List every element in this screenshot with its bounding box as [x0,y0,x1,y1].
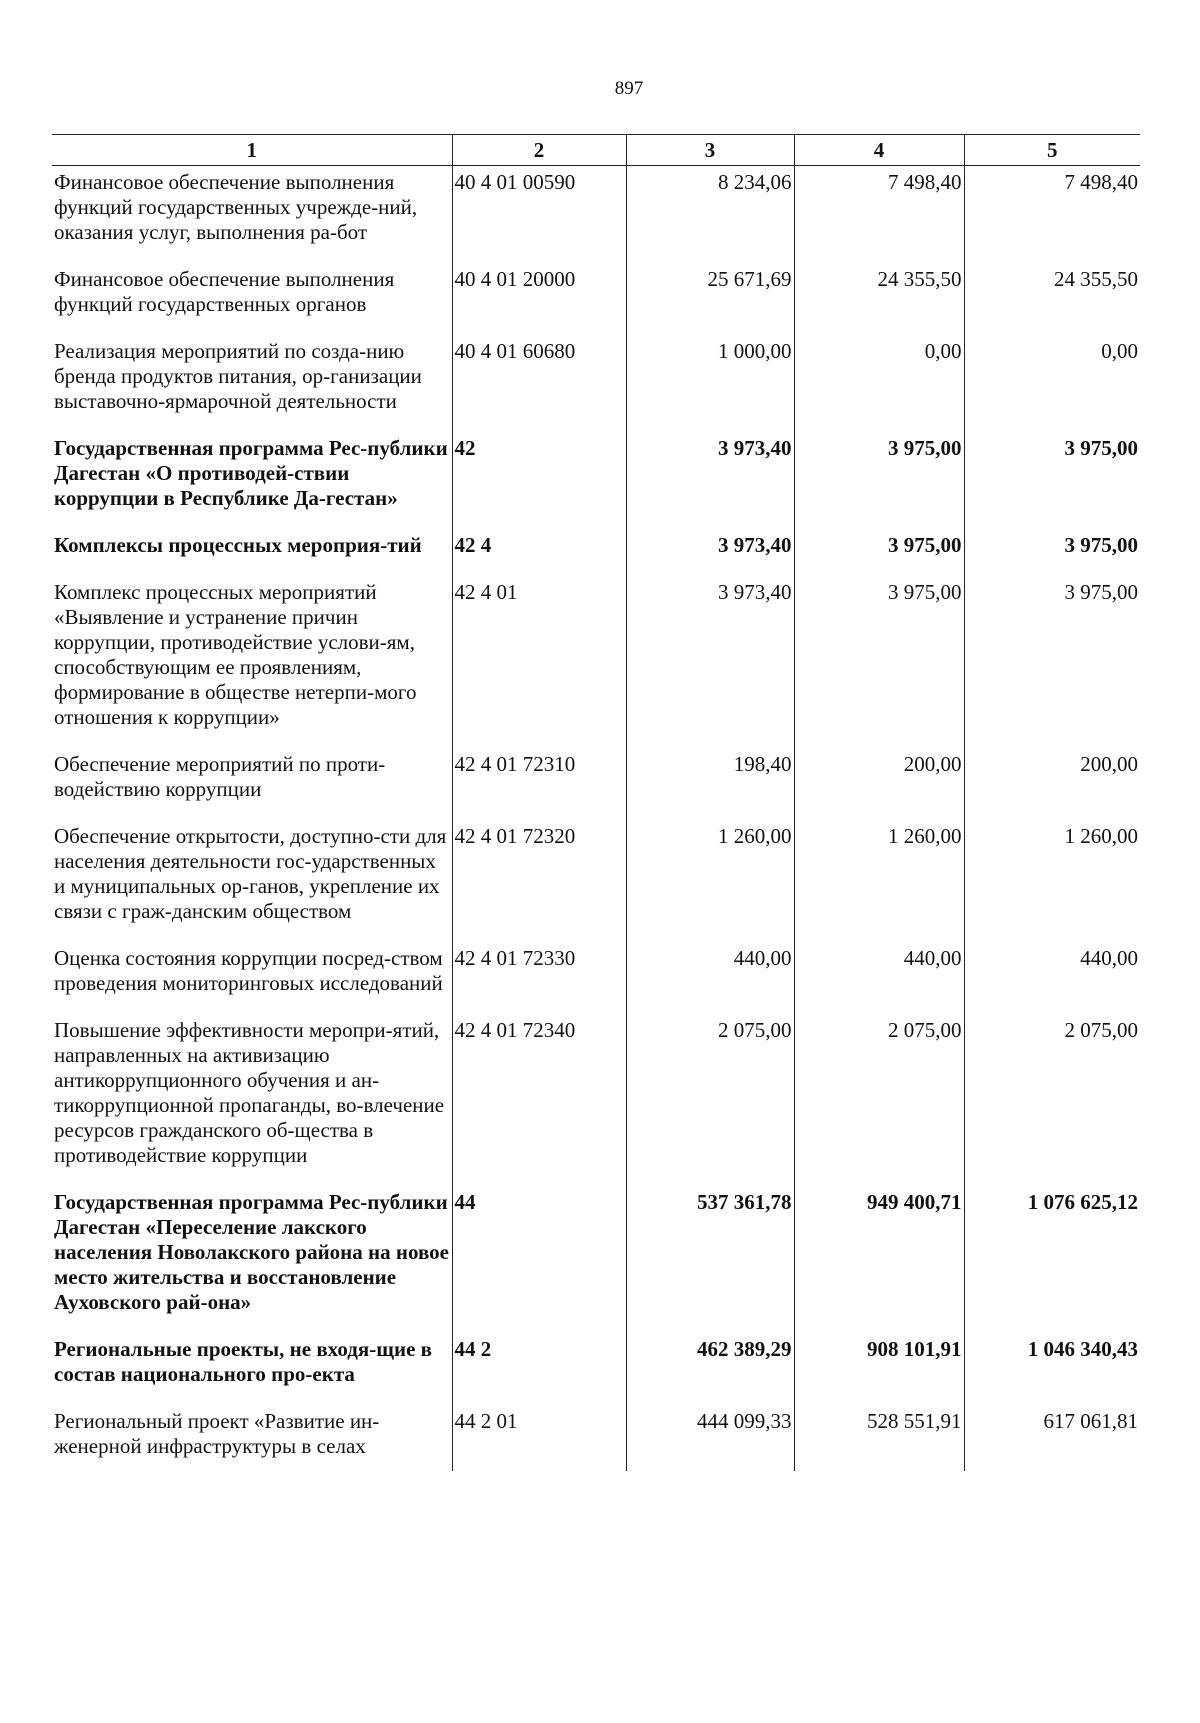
row-code-cell: 42 4 01 72310 [452,748,626,820]
row-name-cell: Повышение эффективности меропри-ятий, направленных на активизацию антикоррупционного обучения и ан-тикоррупционной пропаганды, во-влечение ресурсов гражданского об-щества в противодействие коррупции [54,1018,445,1167]
table-row [52,529,1140,576]
row-value-col3: 3 973,40 [626,576,794,748]
row-value-col5: 440,00 [964,942,1140,1014]
row-code-cell: 44 2 [452,1333,626,1405]
row-value-col3: 462 389,29 [626,1333,794,1405]
table-row [52,335,1140,432]
table-row [52,1186,1140,1333]
row-code-cell: 40 4 01 60680 [452,335,626,432]
row-value-col3: 3 973,40 [626,529,794,576]
row-code-cell: 40 4 01 00590 [452,166,626,264]
table-row [52,748,1140,820]
page-number: 897 [614,78,644,99]
row-code-cell: 40 4 01 20000 [452,263,626,335]
row-value-col4: 949 400,71 [794,1186,964,1333]
row-name-cell: Региональные проекты, не входя-щие в состав национального про-екта [54,1337,432,1386]
row-code-cell: 42 4 [452,529,626,576]
row-name-cell: Финансовое обеспечение выполнения функций государственных органов [54,267,395,316]
row-value-col5: 1 260,00 [964,820,1140,942]
row-name-cell: Финансовое обеспечение выполнения функций государственных учрежде-ний, оказания услуг, выполнения ра-бот [54,170,418,244]
row-name-cell: Региональный проект «Развитие ин-женерной инфраструктуры в селах [54,1409,380,1458]
row-name-cell: Государственная программа Рес-публики Дагестан «Переселение лакского населения Новолакского района на новое место жительства и восстановление Ауховского рай-она» [54,1190,449,1314]
row-value-col3: 1 000,00 [626,335,794,432]
row-name-cell: Комплекс процессных мероприятий «Выявление и устранение причин коррупции, противодействие услови-ям, способствующим ее проявлениям, формирование в обществе нетерпи-мого отношения к коррупции» [54,580,417,729]
row-value-col5: 7 498,40 [964,166,1140,264]
row-value-col5: 1 076 625,12 [964,1186,1140,1333]
row-code-cell: 42 4 01 72340 [452,1014,626,1186]
row-name-cell: Обеспечение открытости, доступно-сти для населения деятельности гос-ударственных и муниципальных ор-ганов, укрепление их связи с граж-данским обществом [54,824,447,923]
row-value-col5: 3 975,00 [964,432,1140,529]
row-value-col5: 617 061,81 [964,1405,1140,1471]
table-row [52,1405,1140,1471]
row-name-cell: Государственная программа Рес-публики Дагестан «О противодей-ствии коррупции в Республике Да-гестан» [54,436,448,510]
column-header-2: 2 [452,135,626,166]
column-header-1: 1 [52,135,452,166]
row-value-col3: 1 260,00 [626,820,794,942]
row-value-col4: 3 975,00 [794,432,964,529]
table-row [52,166,1140,264]
row-value-col5: 24 355,50 [964,263,1140,335]
row-value-col4: 440,00 [794,942,964,1014]
row-value-col5: 2 075,00 [964,1014,1140,1186]
table-row [52,576,1140,748]
column-header-3: 3 [626,135,794,166]
row-value-col5: 3 975,00 [964,529,1140,576]
header-row [52,135,1140,166]
table-body [52,166,1140,1472]
row-value-col3: 444 099,33 [626,1405,794,1471]
table-header [52,135,1140,166]
table-row [52,432,1140,529]
row-value-col4: 0,00 [794,335,964,432]
column-header-5: 5 [964,135,1140,166]
row-value-col4: 3 975,00 [794,529,964,576]
row-name-cell: Обеспечение мероприятий по проти-водействию коррупции [54,752,386,801]
table-row [52,263,1140,335]
row-value-col4: 528 551,91 [794,1405,964,1471]
row-value-col4: 7 498,40 [794,166,964,264]
row-value-col5: 200,00 [964,748,1140,820]
row-code-cell: 42 4 01 [452,576,626,748]
row-value-col4: 2 075,00 [794,1014,964,1186]
row-value-col3: 8 234,06 [626,166,794,264]
row-value-col3: 440,00 [626,942,794,1014]
row-value-col4: 1 260,00 [794,820,964,942]
row-value-col3: 3 973,40 [626,432,794,529]
row-value-col3: 198,40 [626,748,794,820]
row-value-col3: 537 361,78 [626,1186,794,1333]
row-name-cell: Оценка состояния коррупции посред-ством проведения мониторинговых исследований [54,946,443,995]
table-row [52,1014,1140,1186]
row-value-col3: 25 671,69 [626,263,794,335]
row-name-cell: Реализация мероприятий по созда-нию бренда продуктов питания, ор-ганизации выставочно-ярмарочной деятельности [54,339,422,413]
row-value-col5: 3 975,00 [964,576,1140,748]
row-name-cell: Комплексы процессных мероприя-тий [54,533,422,557]
budget-table [52,134,1140,1471]
table-row [52,820,1140,942]
table-row [52,942,1140,1014]
column-header-4: 4 [794,135,964,166]
row-value-col3: 2 075,00 [626,1014,794,1186]
row-value-col5: 0,00 [964,335,1140,432]
table-row [52,1333,1140,1405]
row-code-cell: 42 [452,432,626,529]
row-code-cell: 44 [452,1186,626,1333]
row-value-col4: 200,00 [794,748,964,820]
row-value-col4: 3 975,00 [794,576,964,748]
row-code-cell: 42 4 01 72320 [452,820,626,942]
row-value-col4: 24 355,50 [794,263,964,335]
row-value-col5: 1 046 340,43 [964,1333,1140,1405]
row-code-cell: 44 2 01 [452,1405,626,1471]
row-value-col4: 908 101,91 [794,1333,964,1405]
row-code-cell: 42 4 01 72330 [452,942,626,1014]
